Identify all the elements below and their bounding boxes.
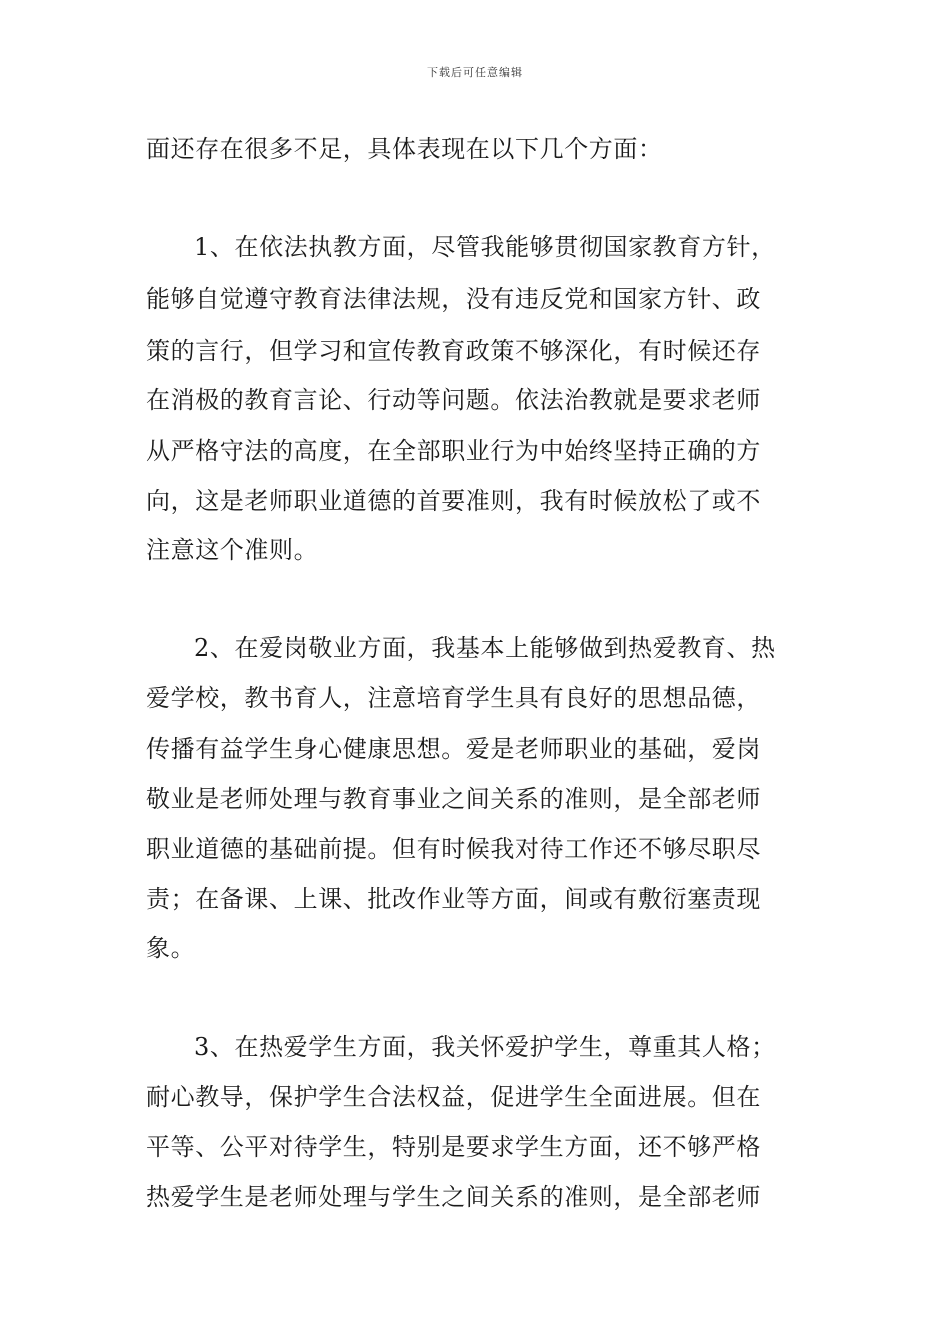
paragraph-3-line: 3、在热爱学生方面，我关怀爱护学生，尊重其人格； [194, 1033, 776, 1061]
paragraph-3-line: 耐心教导，保护学生合法权益，促进学生全面进展。但在 [146, 1083, 761, 1111]
paragraph-1-line: 注意这个准则。 [146, 536, 319, 564]
paragraph-1-line: 从严格守法的高度，在全部职业行为中始终坚持正确的方 [146, 437, 761, 465]
intro-line: 面还存在很多不足，具体表现在以下几个方面： [146, 135, 663, 163]
paragraph-1-line: 策的言行，但学习和宣传教育政策不够深化，有时候还存 [146, 337, 761, 365]
paragraph-1-line: 向，这是老师职业道德的首要准则，我有时候放松了或不 [146, 487, 761, 515]
paragraph-2-line: 2、在爱岗敬业方面，我基本上能够做到热爱教育、热 [194, 634, 776, 662]
paragraph-3-line: 热爱学生是老师处理与学生之间关系的准则，是全部老师 [146, 1183, 761, 1211]
paragraph-1-line: 能够自觉遵守教育法律法规，没有违反党和国家方针、政 [146, 285, 761, 313]
paragraph-2-line: 传播有益学生身心健康思想。爱是老师职业的基础，爱岗 [146, 735, 761, 763]
paragraph-2-line: 象。 [146, 934, 196, 962]
paragraph-2-line: 敬业是老师处理与教育事业之间关系的准则，是全部老师 [146, 785, 761, 813]
paragraph-1-line: 1、在依法执教方面，尽管我能够贯彻国家教育方针， [194, 233, 776, 261]
paragraph-2-line: 职业道德的基础前提。但有时候我对待工作还不够尽职尽 [146, 835, 761, 863]
paragraph-3-line: 平等、公平对待学生，特别是要求学生方面，还不够严格 [146, 1133, 761, 1161]
paragraph-2-line: 爱学校，教书育人，注意培育学生具有良好的思想品德， [146, 684, 761, 712]
paragraph-1-line: 在消极的教育言论、行动等问题。依法治教就是要求老师 [146, 386, 761, 414]
page-header-note: 下载后可任意编辑 [427, 66, 523, 79]
paragraph-2-line: 责；在备课、上课、批改作业等方面，间或有敷衍塞责现 [146, 885, 761, 913]
